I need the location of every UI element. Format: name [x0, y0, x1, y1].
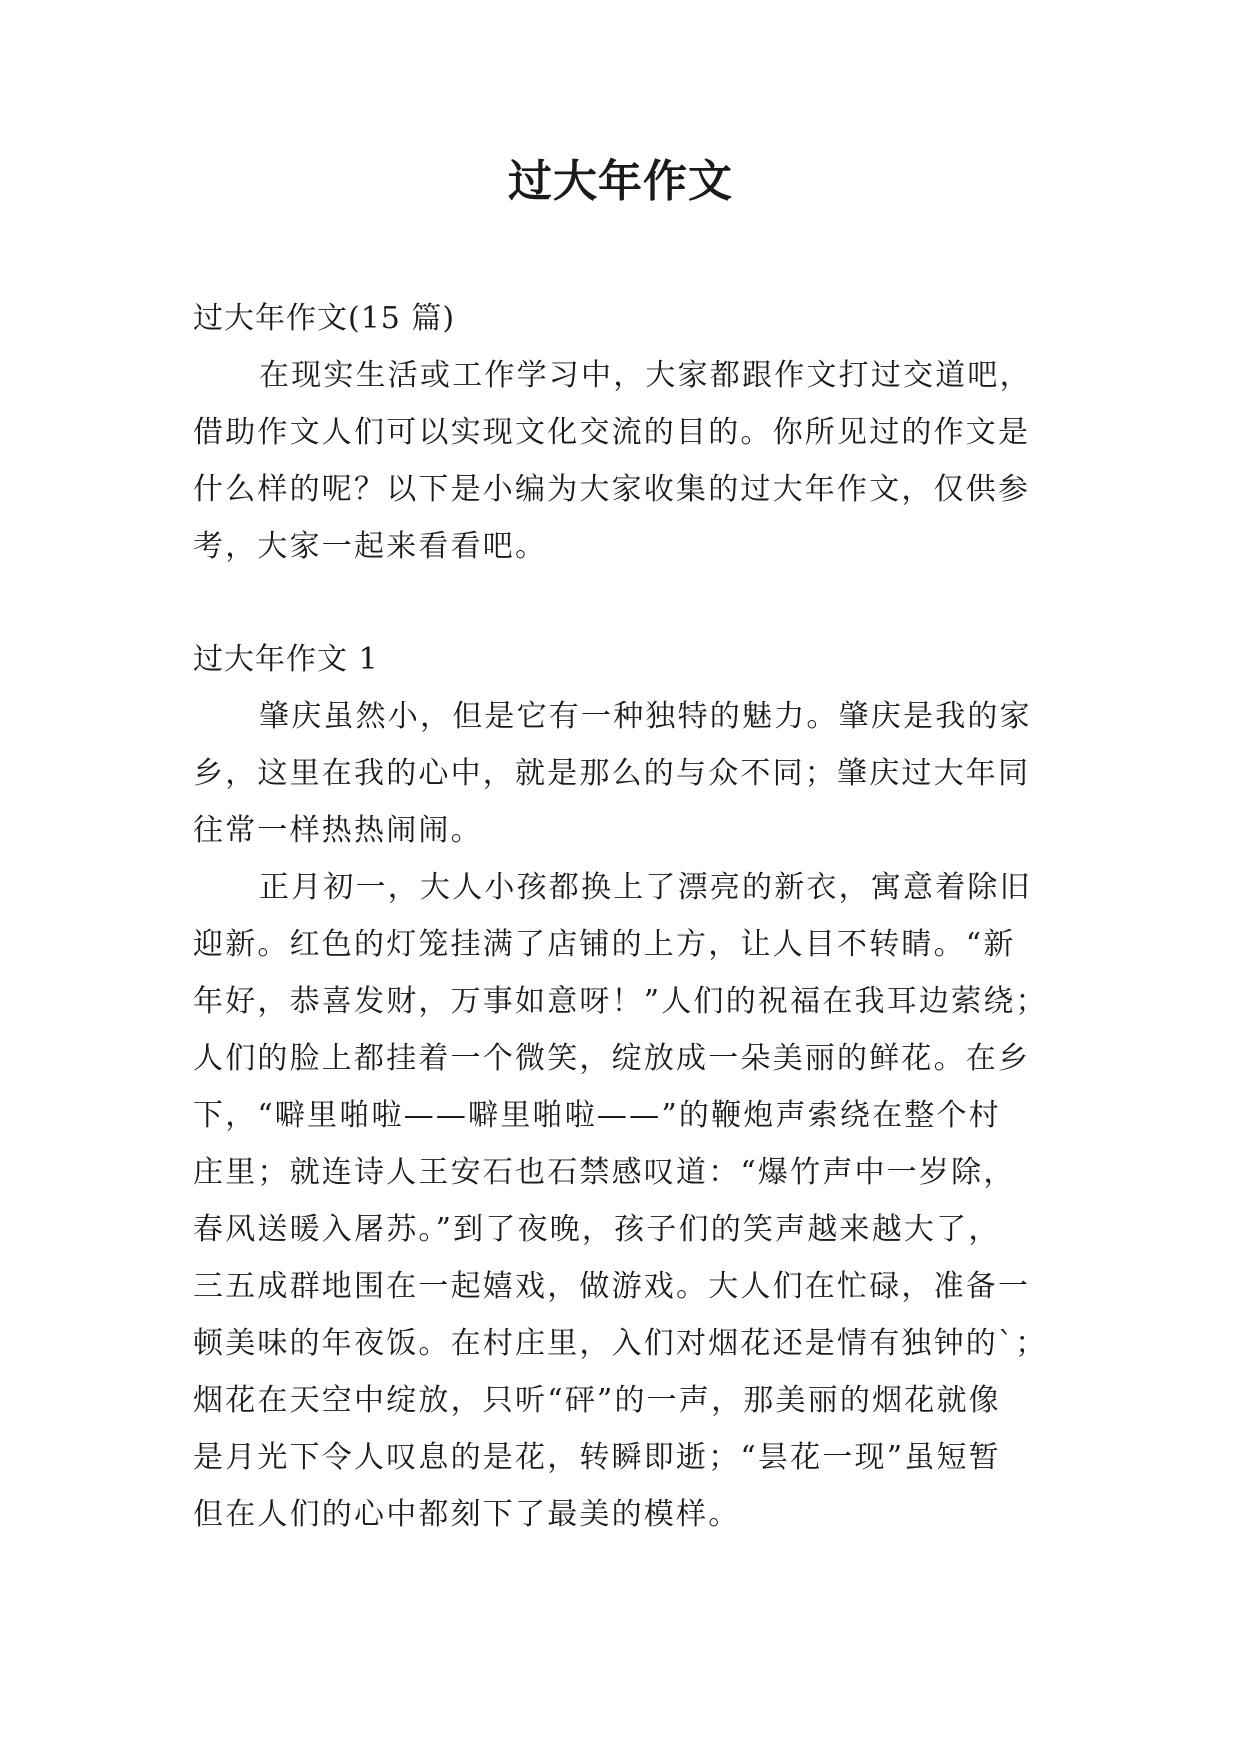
section1-paragraph-1 — [193, 688, 1051, 859]
section-heading: 过大年作文 1 — [193, 642, 379, 677]
text-line: 考，大家一起来看看吧。 — [193, 529, 548, 564]
document-title: 过大年作文 — [508, 156, 733, 207]
text-line: 是月光下令人叹息的是花，转瞬即逝；“昙花一现”虽短暂 — [193, 1440, 1001, 1475]
text-line: 春风送暖入屠苏。”到了夜晚，孩子们的笑声越来越大了， — [193, 1212, 1001, 1247]
text-line: 庄里；就连诗人王安石也石禁感叹道：“爆竹声中一岁除， — [193, 1155, 1016, 1190]
text-line: 下，“噼里啪啦——噼里啪啦——”的鞭炮声索绕在整个村 — [193, 1098, 1001, 1133]
text-line: 烟花在天空中绽放，只听“砰”的一声，那美丽的烟花就像 — [193, 1383, 1001, 1418]
paragraph-spacer — [193, 575, 1051, 631]
text-line: 肇庆虽然小，但是它有一种独特的魅力。肇庆是我的家 — [259, 699, 1032, 734]
text-line: 人们的脸上都挂着一个微笑，绽放成一朵美丽的鲜花。在乡 — [193, 1041, 1031, 1076]
text-line: 乡，这里在我的心中，就是那么的与众不同；肇庆过大年同 — [193, 756, 1031, 791]
section1-paragraph-2 — [193, 859, 1051, 1543]
text-line: 迎新。红色的灯笼挂满了店铺的上方，让人目不转睛。“新 — [193, 927, 1016, 962]
text-line: 在现实生活或工作学习中，大家都跟作文打过交道吧， — [259, 358, 1032, 393]
text-line: 顿美味的年夜饭。在村庄里，入们对烟花还是情有独钟的`； — [193, 1326, 1048, 1361]
document-subtitle: 过大年作文(15 篇) — [193, 301, 456, 336]
text-line: 借助作文人们可以实现文化交流的目的。你所见过的作文是 — [193, 415, 1031, 450]
text-line: 什么样的呢？以下是小编为大家收集的过大年作文，仅供参 — [193, 472, 1031, 507]
document-body — [193, 290, 1051, 1543]
intro-paragraph — [193, 347, 1051, 575]
text-line: 往常一样热热闹闹。 — [193, 813, 483, 848]
text-line: 年好，恭喜发财，万事如意呀！”人们的祝福在我耳边萦绕； — [193, 984, 1048, 1019]
text-line: 但在人们的心中都刻下了最美的模样。 — [193, 1497, 741, 1532]
text-line: 正月初一，大人小孩都换上了漂亮的新衣，寓意着除旧 — [259, 870, 1032, 905]
text-line: 三五成群地围在一起嬉戏，做游戏。大人们在忙碌，准备一 — [193, 1269, 1031, 1304]
